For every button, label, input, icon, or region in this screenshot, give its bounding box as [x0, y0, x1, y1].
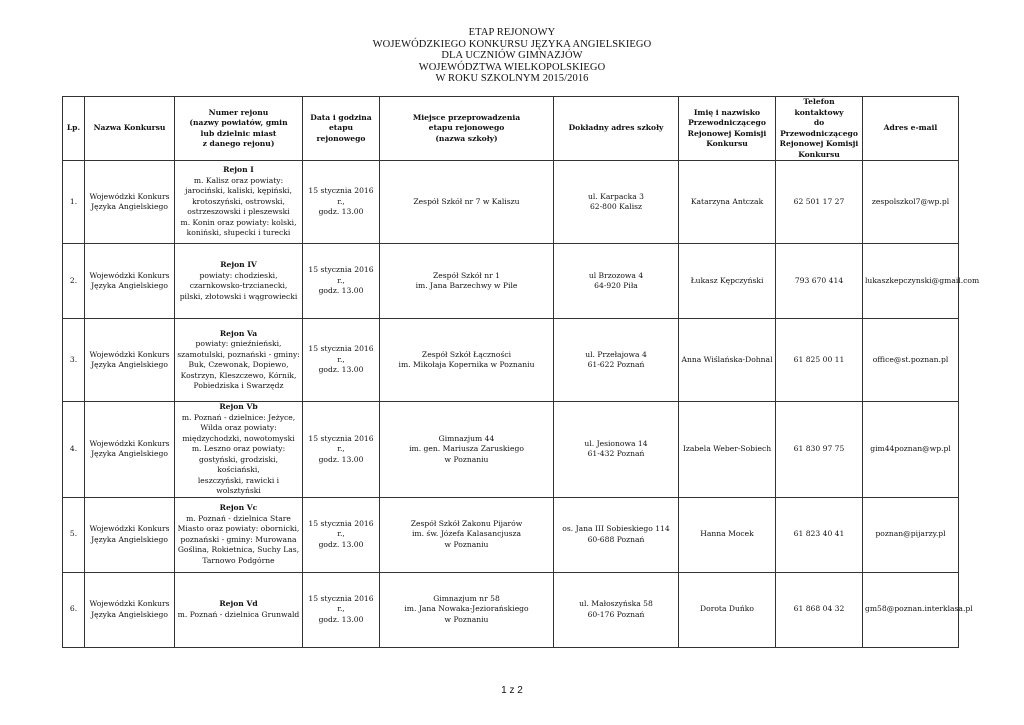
- table-row: [63, 319, 959, 402]
- cell-email[interactable]: zespolszkol7@wp.pl: [863, 161, 959, 244]
- rejon-desc: powiaty: chodzieski, czarnkowsko-trzcianecki, pilski, złotowski i wągrowiecki: [179, 270, 298, 301]
- header-data: Data i godzina etapu rejonowego: [303, 97, 380, 161]
- cell-lp: 6.: [63, 572, 85, 647]
- cell-rejon: [175, 572, 303, 647]
- contest-table: [62, 96, 980, 648]
- cell-przewodniczacy: Katarzyna Antczak: [679, 161, 776, 244]
- header-adres: Dokładny adres szkoły: [554, 97, 679, 161]
- rejon-name: Rejon Vb: [219, 402, 258, 411]
- cell-konkurs: Wojewódzki Konkurs Języka Angielskiego: [85, 497, 175, 572]
- cell-telefon: 61 868 04 32: [776, 572, 863, 647]
- rejon-desc: m. Poznań - dzielnica Stare Miasto oraz powiaty: obornicki, poznański - gminy: Murowana Goślina, Rokietnica, Suchy Las, Tarnowo Podgórne: [177, 513, 300, 565]
- rejon-name: Rejon Vc: [219, 503, 258, 512]
- title-line: DLA UCZNIÓW GIMNAZJÓW: [441, 50, 583, 61]
- cell-telefon: 61 825 00 11: [776, 319, 863, 402]
- title-line: WOJEWÓDZKIEGO KONKURSU JĘZYKA ANGIELSKIEGO: [372, 38, 652, 50]
- rejon-desc: m. Poznań - dzielnice: Jeżyce, Wilda oraz powiaty: międzychodzki, nowotomyski m. Leszno oraz powiaty: gostyński, grodziski, kościański, leszczyński, rawicki i wolsztyński: [181, 412, 296, 495]
- rejon-desc: powiaty: gnieźnieński, szamotulski, poznański - gminy: Buk, Czewonak, Dopiewo, Kostrzyn, Kleszczewo, Kórnik, Pobiedziska i Swarzędz: [177, 339, 300, 390]
- rejon-name: Rejon IV: [220, 260, 257, 269]
- table-row: [63, 402, 959, 498]
- cell-adres: ul. Przełajowa 4 61-622 Poznań: [554, 319, 679, 402]
- cell-przewodniczacy: Hanna Mocek: [679, 497, 776, 572]
- page-number: 1 z 2: [501, 685, 523, 696]
- cell-lp: 3.: [63, 319, 85, 402]
- cell-email[interactable]: poznan@pijarzy.pl: [863, 497, 959, 572]
- header-rejon: Numer rejonu (nazwy powiatów, gmin lub dzielnic miast z danego rejonu): [175, 97, 303, 161]
- cell-adres: ul Brzozowa 4 64-920 Piła: [554, 244, 679, 319]
- header-email: Adres e-mail: [863, 97, 959, 161]
- cell-przewodniczacy: Izabela Weber-Sobiech: [679, 402, 776, 498]
- header-konkurs: Nazwa Konkursu: [85, 97, 175, 161]
- cell-data: 15 stycznia 2016 r., godz. 13.00: [303, 244, 380, 319]
- cell-miejsce: Zespół Szkół Zakonu Pijarów im. św. Józefa Kalasancjusza w Poznaniu: [380, 497, 554, 572]
- cell-email[interactable]: gim44poznan@wp.pl: [863, 402, 959, 498]
- cell-lp: 1.: [63, 161, 85, 244]
- cell-rejon: [175, 319, 303, 402]
- cell-data: 15 stycznia 2016 r., godz. 13.00: [303, 497, 380, 572]
- header-miejsce: Miejsce przeprowadzenia etapu rejonowego (nazwa szkoły): [380, 97, 554, 161]
- cell-konkurs: Wojewódzki Konkurs Języka Angielskiego: [85, 319, 175, 402]
- cell-rejon: [175, 161, 303, 244]
- header-lp: Lp.: [63, 97, 85, 161]
- cell-email[interactable]: gm58@poznan.interklasa.pl: [863, 572, 959, 647]
- rejon-name: Rejon Vd: [219, 599, 258, 608]
- cell-przewodniczacy: Dorota Duńko: [679, 572, 776, 647]
- cell-miejsce: Gimnazjum nr 58 im. Jana Nowaka-Jeziorańskiego w Poznaniu: [380, 572, 554, 647]
- header-telefon: Telefon kontaktowy do Przewodniczącego Rejonowej Komisji Konkursu: [776, 97, 863, 161]
- table-row: [63, 572, 959, 647]
- cell-telefon: 61 823 40 41: [776, 497, 863, 572]
- cell-lp: 5.: [63, 497, 85, 572]
- cell-adres: ul. Małoszyńska 58 60-176 Poznań: [554, 572, 679, 647]
- cell-lp: 2.: [63, 244, 85, 319]
- title-line: ETAP REJONOWY: [468, 27, 556, 38]
- cell-miejsce: Zespół Szkół Łączności im. Mikołaja Kopernika w Poznaniu: [380, 319, 554, 402]
- cell-lp: 4.: [63, 402, 85, 498]
- cell-konkurs: Wojewódzki Konkurs Języka Angielskiego: [85, 244, 175, 319]
- cell-data: 15 stycznia 2016 r., godz. 13.00: [303, 161, 380, 244]
- rejon-desc: m. Poznań - dzielnica Grunwald: [177, 609, 300, 619]
- title-line: W ROKU SZKOLNYM 2015/2016: [435, 73, 589, 84]
- table-row: [63, 244, 959, 319]
- cell-data: 15 stycznia 2016 r., godz. 13.00: [303, 572, 380, 647]
- title-line: WOJEWÓDZTWA WIELKOPOLSKIEGO: [418, 61, 606, 73]
- cell-miejsce: Zespół Szkół nr 7 w Kaliszu: [380, 161, 554, 244]
- header-przewodniczacy: Imię i nazwisko Przewodniczącego Rejonowej Komisji Konkursu: [679, 97, 776, 161]
- cell-konkurs: Wojewódzki Konkurs Języka Angielskiego: [85, 402, 175, 498]
- cell-rejon: [175, 244, 303, 319]
- document-title: [0, 27, 1024, 85]
- cell-telefon: 793 670 414: [776, 244, 863, 319]
- cell-adres: os. Jana III Sobieskiego 114 60-688 Poznań: [554, 497, 679, 572]
- cell-rejon: [175, 402, 303, 498]
- cell-email[interactable]: office@st.poznan.pl: [863, 319, 959, 402]
- cell-adres: ul. Karpacka 3 62-800 Kalisz: [554, 161, 679, 244]
- cell-adres: ul. Jesionowa 14 61-432 Poznań: [554, 402, 679, 498]
- cell-konkurs: Wojewódzki Konkurs Języka Angielskiego: [85, 161, 175, 244]
- table-header-row: [63, 97, 959, 161]
- cell-konkurs: Wojewódzki Konkurs Języka Angielskiego: [85, 572, 175, 647]
- rejon-name: Rejon Va: [219, 328, 258, 338]
- cell-przewodniczacy: Łukasz Kępczyński: [679, 244, 776, 319]
- cell-miejsce: Zespół Szkół nr 1 im. Jana Barzechwy w Pile: [380, 244, 554, 319]
- cell-rejon: [175, 497, 303, 572]
- rejon-desc: m. Kalisz oraz powiaty: jarociński, kaliski, kępiński, krotoszyński, ostrowski, ostrzeszowski i pleszewski m. Konin oraz powiaty: kolski, koniński, słupecki i turecki: [180, 175, 297, 238]
- cell-telefon: 61 830 97 75: [776, 402, 863, 498]
- cell-email[interactable]: lukaszkepczynski@gmail.com: [863, 244, 959, 319]
- cell-przewodniczacy: Anna Wiślańska-Dohnal: [679, 319, 776, 402]
- cell-telefon: 62 501 17 27: [776, 161, 863, 244]
- cell-data: 15 stycznia 2016 r., godz. 13.00: [303, 402, 380, 498]
- table-row: [63, 161, 959, 244]
- table-row: [63, 497, 959, 572]
- cell-data: 15 stycznia 2016 r., godz. 13.00: [303, 319, 380, 402]
- cell-miejsce: Gimnazjum 44 im. gen. Mariusza Zaruskiego w Poznaniu: [380, 402, 554, 498]
- rejon-name: Rejon I: [223, 165, 254, 175]
